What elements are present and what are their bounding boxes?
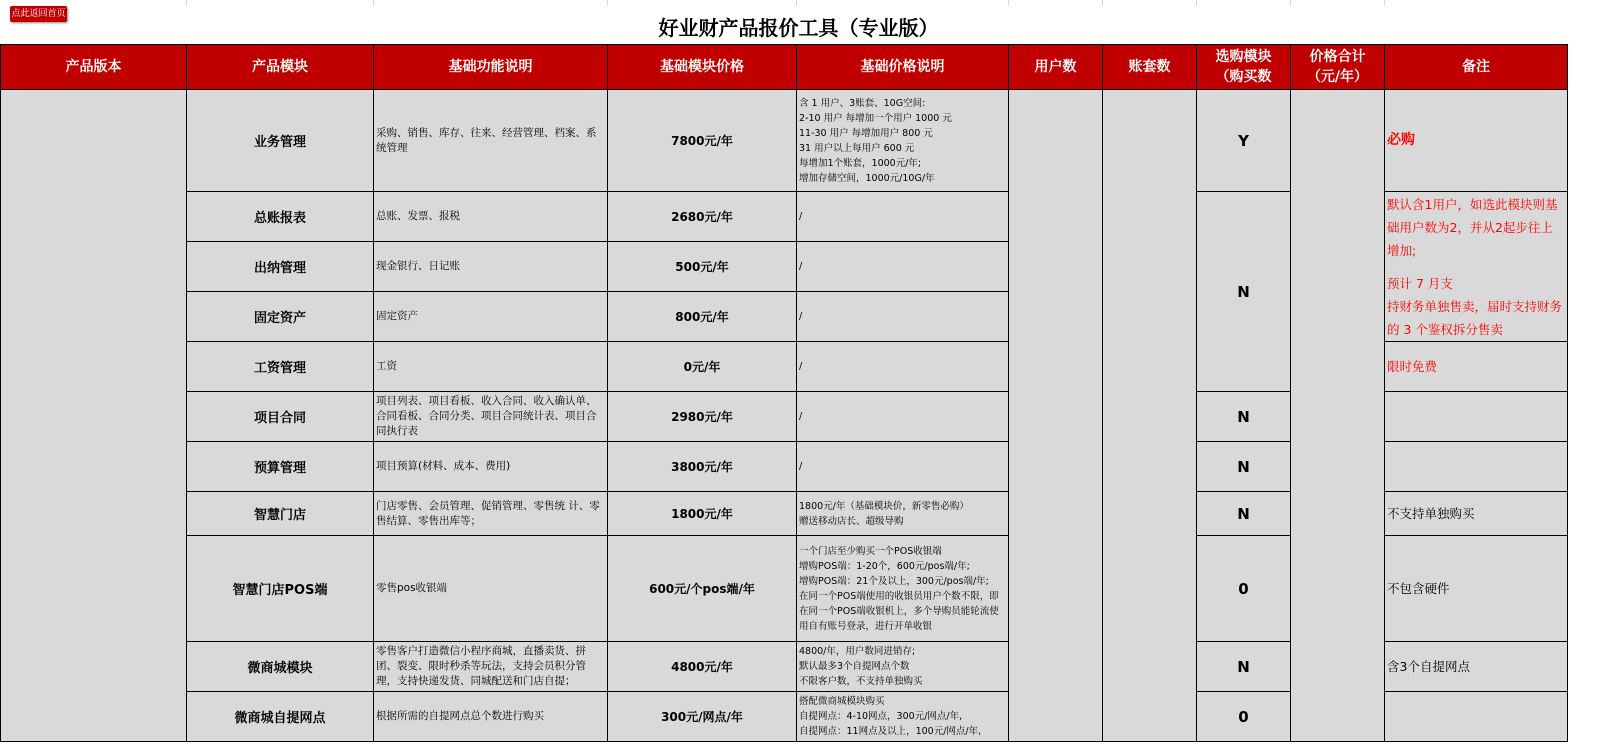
select-cell[interactable]: Y <box>1197 90 1291 192</box>
header-row <box>1 45 1568 90</box>
func-desc[interactable]: 门店零售、会员管理、促销管理、零售统 计、零售结算、零售出库等； <box>374 492 608 536</box>
note-cell[interactable]: 必购 <box>1385 90 1568 192</box>
select-cell[interactable]: N <box>1197 192 1291 392</box>
select-cell[interactable]: 0 <box>1197 692 1291 742</box>
header-version: 产品版本 <box>1 45 187 90</box>
price-desc[interactable]: / <box>797 442 1009 492</box>
price-desc[interactable]: 4800/年，用户数同进销存; 默认最多3个自提网点个数 不限客户数，不支持单独购买 <box>797 642 1009 692</box>
note-cell[interactable]: 不支持单独购买 <box>1385 492 1568 536</box>
module-name[interactable]: 微商城模块 <box>187 642 374 692</box>
module-price[interactable]: 600元/个pos端/年 <box>608 536 797 642</box>
header-users: 用户数 <box>1009 45 1103 90</box>
note-cell[interactable] <box>1385 192 1568 342</box>
table-row <box>1 90 1568 192</box>
func-desc[interactable]: 工资 <box>374 342 608 392</box>
note-cell[interactable] <box>1385 442 1568 492</box>
module-price[interactable]: 2980元/年 <box>608 392 797 442</box>
select-cell[interactable]: N <box>1197 442 1291 492</box>
module-name[interactable]: 智慧门店POS端 <box>187 536 374 642</box>
select-cell[interactable]: N <box>1197 392 1291 442</box>
module-name[interactable]: 微商城自提网点 <box>187 692 374 742</box>
func-desc[interactable]: 总账、发票、报税 <box>374 192 608 242</box>
module-name[interactable]: 总账报表 <box>187 192 374 242</box>
note-text: 默认含1用户，如选此模块则基础用户数为2，并从2起步往上增加; <box>1387 196 1558 258</box>
select-cell[interactable]: N <box>1197 642 1291 692</box>
price-desc[interactable]: / <box>797 192 1009 242</box>
module-name[interactable]: 预算管理 <box>187 442 374 492</box>
header-note: 备注 <box>1385 45 1568 90</box>
total-price-cell[interactable] <box>1291 90 1385 742</box>
func-desc[interactable]: 零售pos收银端 <box>374 536 608 642</box>
price-desc[interactable]: / <box>797 242 1009 292</box>
module-name[interactable]: 出纳管理 <box>187 242 374 292</box>
module-price[interactable]: 2680元/年 <box>608 192 797 242</box>
module-price[interactable]: 300元/网点/年 <box>608 692 797 742</box>
price-desc[interactable]: 1800元/年（基础模块价，新零售必购） 赠送移动店长、超级导购 <box>797 492 1009 536</box>
header-price-desc: 基础价格说明 <box>797 45 1009 90</box>
module-name[interactable]: 固定资产 <box>187 292 374 342</box>
select-cell[interactable]: 0 <box>1197 536 1291 642</box>
price-desc[interactable]: / <box>797 342 1009 392</box>
header-module: 产品模块 <box>187 45 374 90</box>
module-price[interactable]: 3800元/年 <box>608 442 797 492</box>
note-cell[interactable] <box>1385 692 1568 742</box>
header-price: 基础模块价格 <box>608 45 797 90</box>
func-desc[interactable]: 根据所需的自提网点总个数进行购买 <box>374 692 608 742</box>
func-desc[interactable]: 零售客户打造微信小程序商城，直播卖货、拼团、裂变、限时秒杀等玩法，支持会员积分管理，支持快递发货、同城配送和门店自提； <box>374 642 608 692</box>
accounts-input[interactable] <box>1103 90 1197 742</box>
price-desc[interactable]: / <box>797 292 1009 342</box>
page-title: 好业财产品报价工具（专业版） <box>658 16 939 40</box>
price-desc[interactable]: 含 1 用户、3账套、10G空间: 2-10 用户 每增加一个用户 1000 元 11-30 用户 每增加用户 800 元 31 用户以上每用户 600 元 每增加1个账套，1000元/年; 增加存储空间，1000元/10G/年 <box>797 90 1009 192</box>
version-cell[interactable] <box>1 90 187 742</box>
sheet-gridlines-top <box>0 0 1597 6</box>
module-price[interactable]: 1800元/年 <box>608 492 797 536</box>
func-desc[interactable]: 项目预算(材料、成本、费用) <box>374 442 608 492</box>
note-cell[interactable]: 限时免费 <box>1385 342 1568 392</box>
header-func: 基础功能说明 <box>374 45 608 90</box>
price-desc[interactable]: 一个门店至少购买一个POS收银端 增购POS端：1-20个，600元/pos端/年; 增购POS端：21个及以上，300元/pos端/年; 在同一个POS端使用的收银员用户个数不限，即在同一个POS端收银机上，多个导购员能轮流使用自有账号登录，进行开单收银 <box>797 536 1009 642</box>
func-desc[interactable]: 现金银行、日记账 <box>374 242 608 292</box>
func-desc[interactable]: 固定资产 <box>374 292 608 342</box>
module-name[interactable]: 业务管理 <box>187 90 374 192</box>
note-cell[interactable]: 不包含硬件 <box>1385 536 1568 642</box>
module-price[interactable]: 7800元/年 <box>608 90 797 192</box>
price-desc[interactable]: 搭配微商城模块购买 自提网点：4-10网点，300元/网点/年, 自提网点：11网点及以上，100元/网点/年, <box>797 692 1009 742</box>
header-select: 选购模块 （购买数 <box>1197 45 1291 90</box>
module-price[interactable]: 800元/年 <box>608 292 797 342</box>
note-cell[interactable]: 含3个自提网点 <box>1385 642 1568 692</box>
note-text: 预计 7 月支 持财务单独售卖，届时支持财务的 3 个鉴权拆分售卖 <box>1387 275 1563 337</box>
module-name[interactable]: 工资管理 <box>187 342 374 392</box>
note-cell[interactable] <box>1385 392 1568 442</box>
price-table <box>0 44 1568 742</box>
module-name[interactable]: 智慧门店 <box>187 492 374 536</box>
module-price[interactable]: 500元/年 <box>608 242 797 292</box>
module-price[interactable]: 0元/年 <box>608 342 797 392</box>
module-name[interactable]: 项目合同 <box>187 392 374 442</box>
price-desc[interactable]: / <box>797 392 1009 442</box>
header-accounts: 账套数 <box>1103 45 1197 90</box>
header-total: 价格合计 （元/年） <box>1291 45 1385 90</box>
select-cell[interactable]: N <box>1197 492 1291 536</box>
func-desc[interactable]: 项目列表、项目看板、收入合同、收入确认单、合同看板、合同分类、项目合同统计表、项目合同执行表 <box>374 392 608 442</box>
func-desc[interactable]: 采购、销售、库存、往来、经营管理、档案、系统管理 <box>374 90 608 192</box>
back-home-button[interactable]: 点此返回首页 <box>10 6 67 22</box>
users-input[interactable] <box>1009 90 1103 742</box>
module-price[interactable]: 4800元/年 <box>608 642 797 692</box>
